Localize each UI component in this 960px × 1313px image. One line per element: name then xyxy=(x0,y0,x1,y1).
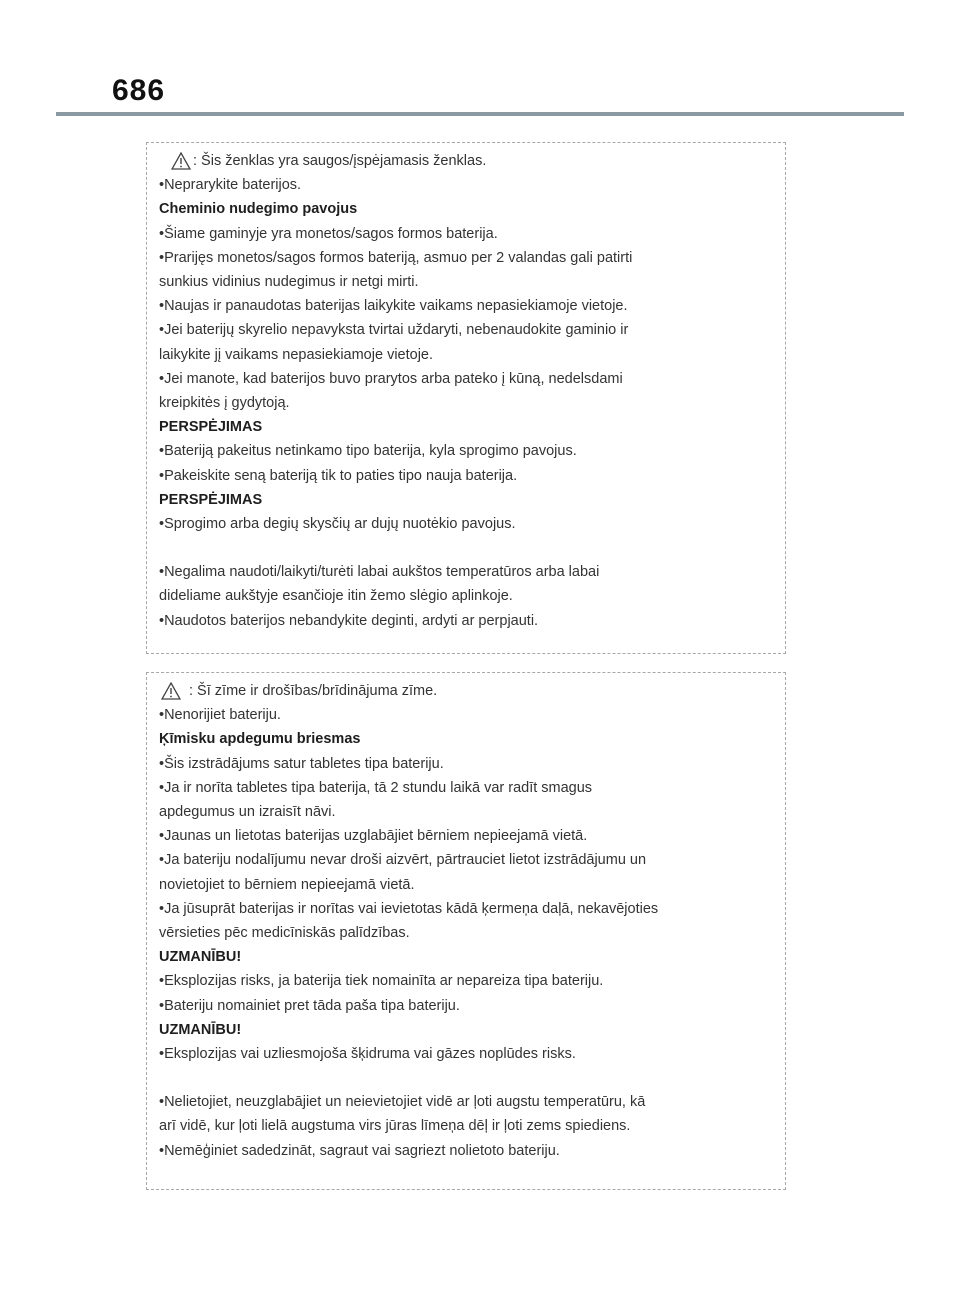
notice-line: •Pakeiskite seną bateriją tik to paties tipo nauja baterija. xyxy=(159,467,518,484)
notice-line: •Ja bateriju nodalījumu nevar droši aizvērt, pārtrauciet lietot izstrādājumu un xyxy=(159,852,647,869)
safety-notice-lithuanian xyxy=(146,142,786,654)
notice-line: •Šis izstrādājums satur tabletes tipa bateriju. xyxy=(159,755,444,772)
notice-line: •Nelietojiet, neuzglabājiet un neievietojiet vidē ar ļoti augstu temperatūru, kā xyxy=(159,1094,646,1111)
notice-body xyxy=(159,173,775,633)
notice-line: •Jei manote, kad baterijos buvo prarytos arba pateko į kūną, nedelsdami xyxy=(159,370,623,387)
notice-line: •Ja jūsuprāt baterijas ir norītas vai ievietotas kādā ķermeņa daļā, nekavējoties xyxy=(159,900,659,917)
notice-line: novietojiet to bērniem nepieejamā vietā. xyxy=(159,876,415,893)
section-heading: UZMANĪBU! xyxy=(159,949,242,966)
notice-line: laikykite jį vaikams nepasiekiamoje vietoje. xyxy=(159,346,434,363)
warning-symbol-text: : Šis ženklas yra saugos/įspėjamasis ženklas. xyxy=(193,153,487,169)
notice-line: •Bateriją pakeitus netinkamo tipo baterija, kyla sprogimo pavojus. xyxy=(159,443,577,460)
notice-line: kreipkitės į gydytoją. xyxy=(159,395,290,412)
notice-line: •Bateriju nomainiet pret tāda paša tipa bateriju. xyxy=(159,997,460,1014)
warning-triangle-icon xyxy=(161,682,181,700)
section-heading: Ķīmisku apdegumu briesmas xyxy=(159,731,361,748)
header-divider xyxy=(56,112,904,116)
warning-symbol-line xyxy=(159,679,775,703)
section-heading: Cheminio nudegimo pavojus xyxy=(159,201,358,218)
paragraph-gap xyxy=(159,536,775,560)
safety-notice-latvian xyxy=(146,672,786,1190)
section-heading: PERSPĖJIMAS xyxy=(159,491,263,508)
notice-line: •Šiame gaminyje yra monetos/sagos formos baterija. xyxy=(159,225,498,242)
notice-line: •Eksplozijas risks, ja baterija tiek nomainīta ar nepareiza tipa bateriju. xyxy=(159,973,604,990)
notice-line: sunkius vidinius nudegimus ir netgi mirti. xyxy=(159,274,419,291)
section-heading: UZMANĪBU! xyxy=(159,1021,242,1038)
notice-line: •Naudotos baterijos nebandykite deginti, ardyti ar perpjauti. xyxy=(159,612,539,629)
notice-line: dideliame aukštyje esančioje itin žemo slėgio aplinkoje. xyxy=(159,588,513,605)
page-number: 686 xyxy=(112,74,166,107)
warning-symbol-line xyxy=(159,149,775,173)
notice-body xyxy=(159,703,775,1163)
paragraph-gap xyxy=(159,1066,775,1090)
notice-line: arī vidē, kur ļoti lielā augstuma virs jūras līmeņa dēļ ir ļoti zems spiediens. xyxy=(159,1118,631,1135)
notice-line: •Prarijęs monetos/sagos formos bateriją, asmuo per 2 valandas gali patirti xyxy=(159,249,633,266)
notice-line: •Naujas ir panaudotas baterijas laikykite vaikams nepasiekiamoje vietoje. xyxy=(159,298,628,315)
notice-line: •Jaunas un lietotas baterijas uzglabājiet bērniem nepieejamā vietā. xyxy=(159,828,588,845)
notice-line: •Ja ir norīta tabletes tipa baterija, tā 2 stundu laikā var radīt smagus xyxy=(159,779,593,796)
notice-line: •Sprogimo arba degių skysčių ar dujų nuotėkio pavojus. xyxy=(159,516,516,533)
notice-line: •Nemēģiniet sadedzināt, sagraut vai sagriezt nolietoto bateriju. xyxy=(159,1142,560,1159)
notice-line: vērsieties pēc medicīniskās palīdzības. xyxy=(159,925,410,942)
notice-line: •Negalima naudoti/laikyti/turėti labai aukštos temperatūros arba labai xyxy=(159,564,600,581)
notice-line: •Nenorijiet bateriju. xyxy=(159,707,281,724)
notice-line: •Neprarykite baterijos. xyxy=(159,177,302,194)
notice-line: apdegumus un izraisīt nāvi. xyxy=(159,804,336,821)
notice-line: •Jei baterijų skyrelio nepavyksta tvirtai uždaryti, nebenaudokite gaminio ir xyxy=(159,322,629,339)
notice-line: •Eksplozijas vai uzliesmojoša šķidruma vai gāzes noplūdes risks. xyxy=(159,1046,576,1063)
warning-symbol-text: : Šī zīme ir drošības/brīdinājuma zīme. xyxy=(189,683,438,699)
warning-triangle-icon xyxy=(171,152,191,170)
section-heading: PERSPĖJIMAS xyxy=(159,419,263,436)
